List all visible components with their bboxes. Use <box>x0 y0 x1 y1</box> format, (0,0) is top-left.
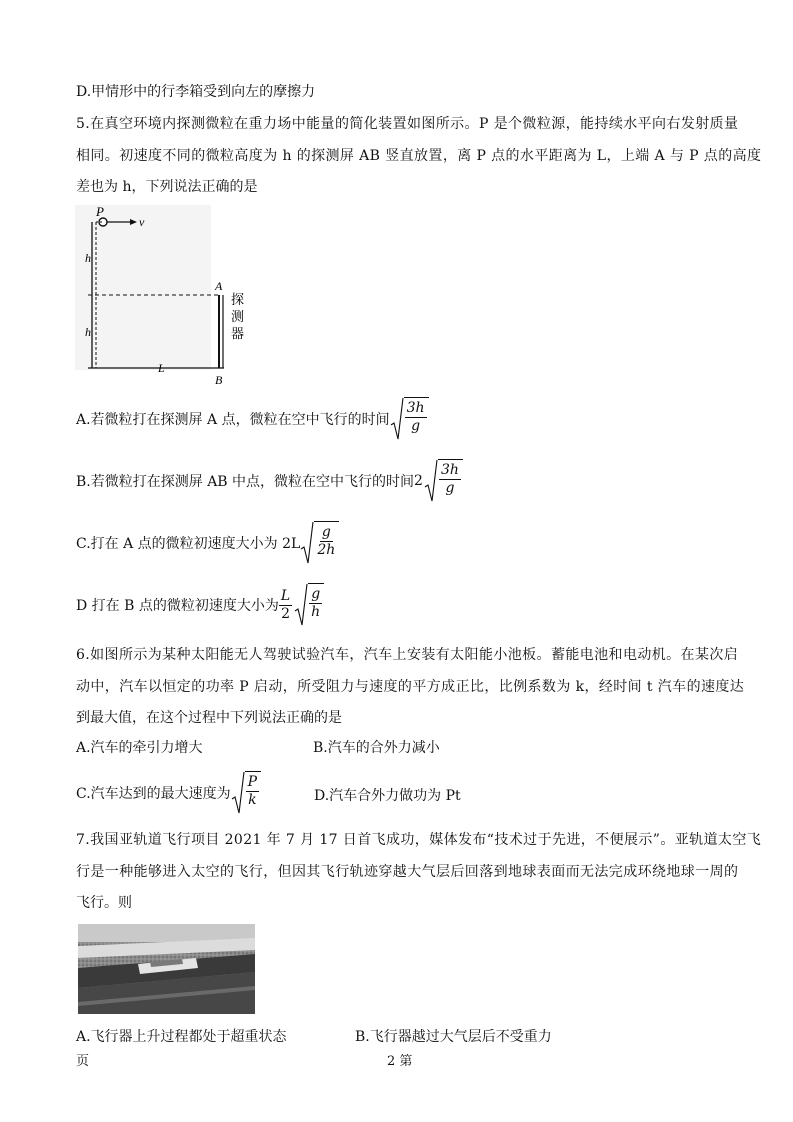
q5-stem-line-3: 差也为 h，下列说法正确的是 <box>76 179 258 195</box>
footer-page-number: 2 第 <box>387 1054 413 1069</box>
label-L: L <box>158 361 165 375</box>
q6-stem-line-2: 动中，汽车以恒定的功率 P 启动，所受阻力与速度的平方成正比，比例系数为 k，经时间 t 汽车的速度达 <box>76 679 745 695</box>
q5-option-c-text: C.打在 A 点的微粒初速度大小为 2L <box>76 536 301 552</box>
q5-option-b-text: B.若微粒打在探测屏 AB 中点，微粒在空中飞行的时间 <box>76 474 415 490</box>
frac-den: k <box>248 792 257 808</box>
q6-option-b: B.汽车的合外力减小 <box>313 740 440 756</box>
q7-photo <box>78 924 255 1014</box>
frac-num: g <box>321 524 331 540</box>
q7-option-b: B.飞行器越过大气层后不受重力 <box>355 1029 552 1045</box>
q5-stem-line-2: 相同。初速度不同的微粒高度为 h 的探测屏 AB 竖直放置，离 P 点的水平距离为 L，上端 A 与 P 点的高度 <box>76 148 762 164</box>
label-P: P <box>96 204 104 219</box>
frac-den: h <box>311 604 321 620</box>
sqrt-expression <box>231 771 261 815</box>
frac-num: L <box>280 587 291 604</box>
q7-option-a: A.飞行器上升过程都处于超重状态 <box>76 1029 287 1045</box>
frac-den: 2h <box>317 542 336 558</box>
q6-option-d: D.汽车合外力做功为 Pt <box>314 788 461 804</box>
label-h-upper: h <box>85 251 91 265</box>
label-B: B <box>215 373 223 387</box>
sqrt-expression <box>390 397 429 441</box>
frac-num: P <box>247 774 258 790</box>
q5-stem-line-1: 5.在真空环境内探测微粒在重力场中能量的简化装置如图所示。P 是个微粒源，能持续水平向右发射质量 <box>76 116 739 132</box>
coefficient: 2 <box>414 473 423 489</box>
q5-option-a-text: A.若微粒打在探测屏 A 点，微粒在空中飞行的时间 <box>76 412 390 428</box>
q6-option-a: A.汽车的牵引力增大 <box>76 740 203 756</box>
q5-option-b <box>76 459 463 503</box>
footer-left: 页 <box>76 1054 90 1069</box>
q6-option-c <box>76 771 261 815</box>
q5-option-d-text: D 打在 B 点的微粒初速度大小为 <box>76 598 279 614</box>
option-d-q4: D.甲情形中的行李箱受到向左的摩擦力 <box>76 84 316 100</box>
q6-option-c-text: C.汽车达到的最大速度为 <box>76 786 231 802</box>
q5-option-a <box>76 397 429 441</box>
frac-num: 3h <box>440 462 459 478</box>
fraction <box>279 588 292 623</box>
q7-stem-line-3: 飞行。则 <box>76 895 132 911</box>
sqrt-expression <box>300 521 339 565</box>
label-v: v <box>139 215 145 229</box>
screen-label: 探测器 <box>231 293 245 342</box>
label-h-lower: h <box>85 325 91 339</box>
frac-den: 2 <box>281 605 290 622</box>
q6-stem-line-1: 6.如图所示为某种太阳能无人驾驶试验汽车，汽车上安装有太阳能小池板。蓄能电池和电动机。在某次启 <box>76 647 739 663</box>
q5-diagram <box>74 204 274 388</box>
frac-den: g <box>445 480 455 496</box>
frac-den: g <box>411 418 421 434</box>
q5-option-d <box>76 583 324 627</box>
q7-stem-line-1: 7.我国亚轨道飞行项目 2021 年 7 月 17 日首飞成功，媒体发布“技术过于先进，不便展示”。亚轨道太空飞 <box>76 832 762 848</box>
sqrt-expression <box>424 459 463 503</box>
frac-num: 3h <box>406 400 425 416</box>
q6-stem-line-3: 到最大值，在这个过程中下列说法正确的是 <box>76 710 342 726</box>
label-A: A <box>215 279 223 293</box>
q7-stem-line-2: 行是一种能够进入太空的飞行，但因其飞行轨迹穿越大气层后回落到地球表面而无法完成环绕地球一周的 <box>76 864 739 880</box>
frac-num: g <box>311 586 321 602</box>
q5-option-c <box>76 521 339 565</box>
sqrt-expression <box>294 583 324 627</box>
